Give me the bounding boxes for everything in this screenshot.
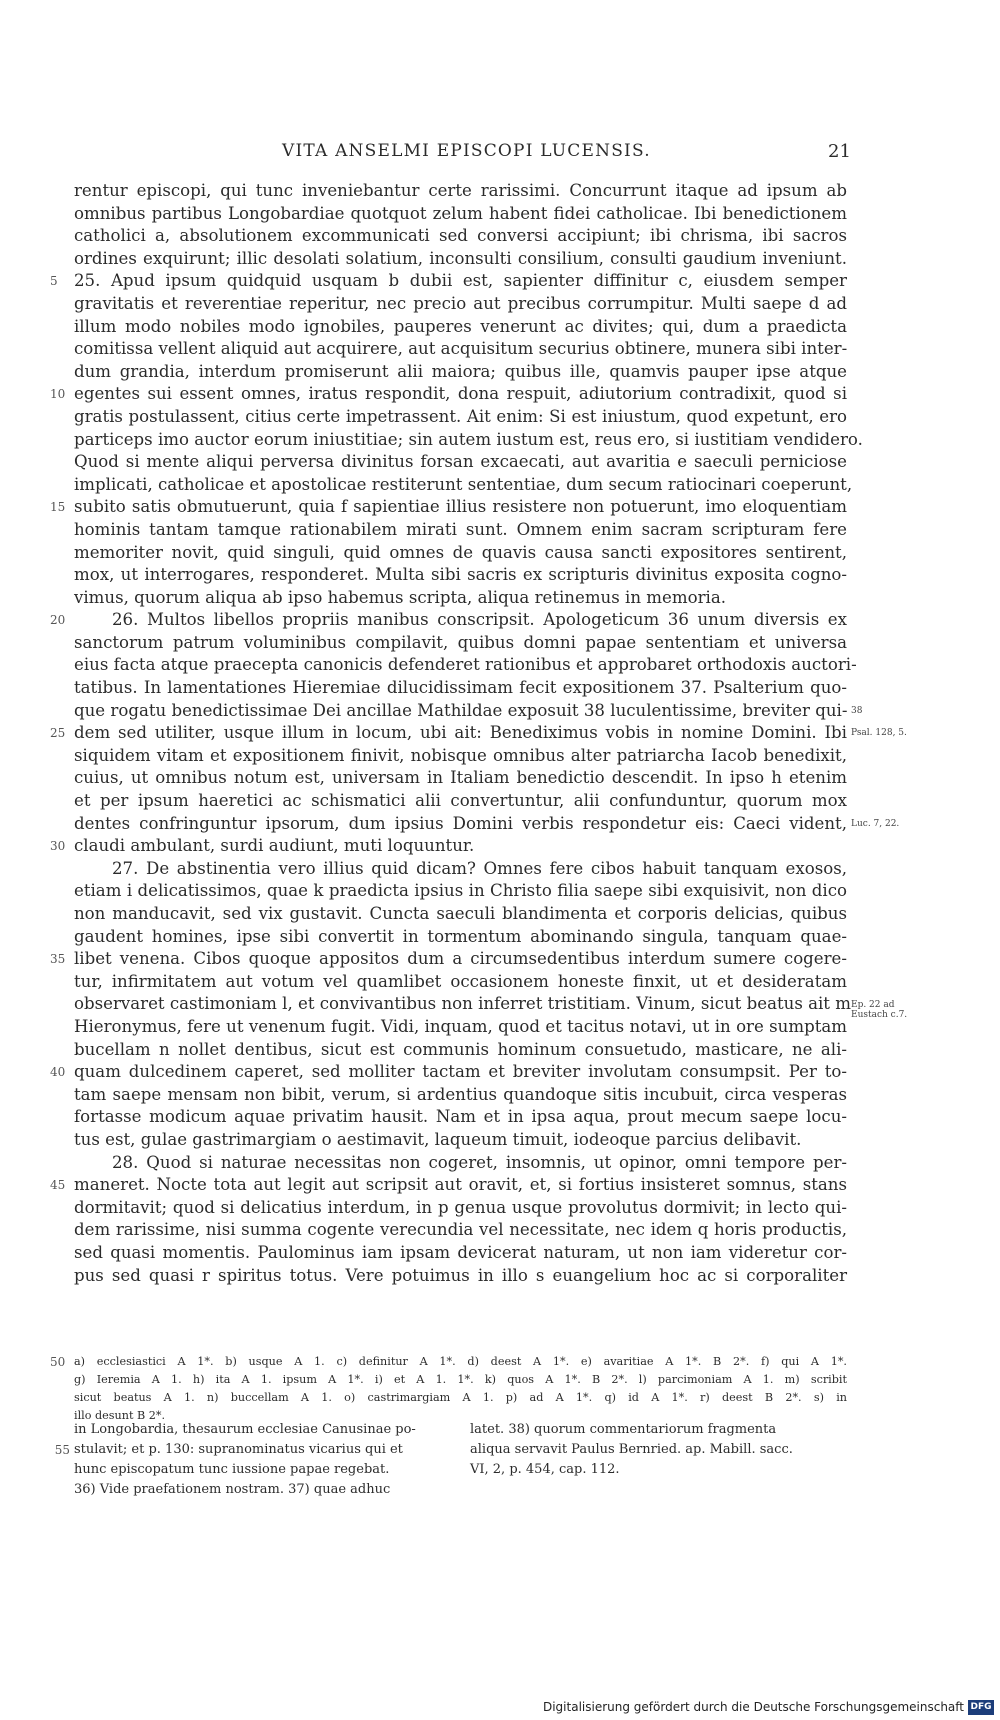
margin-reference: Luc. 7, 22. — [851, 818, 900, 829]
line-number: 50 — [50, 1355, 66, 1369]
line-text: libet venena. Cibos quoque appositos dum a circumsedentibus interdum sumere cogere- — [74, 949, 847, 969]
line-text: comitissa vellent aliquid aut acquirere, aut acquisitum securius obtinere, munera sibi inter- — [74, 339, 848, 359]
text-line — [74, 880, 847, 903]
header-title: VITA ANSELMI EPISCOPI LUCENSIS. — [282, 141, 651, 161]
text-line — [50, 948, 847, 971]
text-line — [74, 429, 863, 452]
text-line — [74, 293, 847, 316]
line-text: maneret. Nocte tota aut legit aut scripsit aut oravit, et, si fortius insisteret somnus, stans — [74, 1175, 847, 1195]
margin-reference: Eustach c.7. — [851, 1009, 908, 1020]
text-line — [74, 564, 847, 587]
critical-apparatus — [50, 1353, 847, 1425]
line-text: Hieronymus, fere ut venenum fugit. Vidi, inquam, quod et tacitus notavi, ut in ore sumptam — [74, 1016, 847, 1036]
editor-notes-right-column — [470, 1420, 847, 1480]
line-text: mox, ut interrogares, responderet. Multa sibi sacris ex scripturis divinitus exposita cogno- — [74, 565, 847, 585]
line-text: g) Ieremia A 1. h) ita A 1. ipsum A 1*. i) et A 1. 1*. k) quos A 1*. B 2*. l) parcimoniam A 1. m) scribit — [74, 1373, 847, 1386]
line-number: 40 — [50, 1065, 66, 1080]
dfg-logo: DFG — [968, 1700, 994, 1715]
text-line — [74, 813, 847, 836]
text-line — [74, 1219, 847, 1242]
line-text: dormitavit; quod si delicatius interdum, in p genua usque provolutus dormivit; in lecto qui- — [74, 1197, 847, 1217]
line-text: omnibus partibus Longobardiae quotquot zelum habent fidei catholicae. Ibi benedictionem — [74, 203, 847, 223]
text-line — [74, 1265, 847, 1288]
line-text: 27. De abstinentia vero illius quid dicam? Omnes fere cibos habuit tanquam exosos, — [112, 858, 847, 878]
editor-note-line: VI, 2, p. 454, cap. 112. — [470, 1462, 620, 1477]
line-text: quam dulcedinem caperet, sed molliter tactam et breviter involutam consumpsit. Per to- — [74, 1062, 847, 1082]
editor-notes-left-column — [54, 1420, 466, 1500]
line-number: 35 — [50, 952, 66, 967]
editor-note-text: hunc episcopatum tunc iussione papae regebat. — [74, 1462, 390, 1477]
line-text: particeps imo auctor eorum iniustitiae; sin autem iustum est, reus ero, si iustitiam vendidero. — [74, 429, 863, 449]
line-text: siquidem vitam et expositionem finivit, nobisque omnibus alter patriarcha Iacob benedixit, — [74, 745, 847, 765]
text-line — [74, 1242, 847, 1265]
text-line — [74, 180, 847, 203]
line-text: memoriter novit, quid singuli, quid omnes de quavis causa sancti expositores sentirent, — [74, 542, 847, 562]
text-line — [50, 1174, 847, 1197]
line-number: 5 — [50, 274, 58, 289]
line-text: 25. Apud ipsum quidquid usquam b dubii est, sapienter diffinitur c, eiusdem semper — [74, 271, 847, 291]
line-text: non manducavit, sed vix gustavit. Cuncta saeculi blandimenta et corporis delicias, quibus — [74, 904, 847, 923]
text-line — [74, 745, 847, 768]
line-text: illo desunt B 2*. — [74, 1409, 166, 1422]
line-text: gaudent homines, ipse sibi convertit in tormentum abominando singula, tanquam quae- — [74, 926, 847, 946]
line-text: bucellam n nollet dentibus, sicut est communis hominum consuetudo, masticare, ne ali- — [74, 1039, 847, 1059]
margin-reference: Psal. 128, 5. — [851, 728, 907, 739]
text-line — [74, 767, 847, 790]
text-line — [74, 903, 847, 926]
text-line — [74, 338, 847, 361]
line-text: tur, infirmitatem aut votum vel quamlibet occasionem honeste finxit, ut et desideratam — [74, 971, 847, 991]
text-line — [50, 1353, 847, 1371]
line-number: 10 — [50, 387, 66, 402]
text-line — [74, 1152, 847, 1175]
line-text: egentes sui essent omnes, iratus respondit, dona respuit, adiutorium contradixit, quod si — [74, 384, 847, 404]
text-line — [74, 1016, 847, 1039]
line-number: 20 — [50, 613, 66, 628]
line-text: catholici a, absolutionem excommunicati sed conversi accipiunt; ibi chrisma, ibi sacros — [74, 226, 847, 246]
text-line — [50, 609, 847, 632]
line-text: 28. Quod si naturae necessitas non cogeret, insomnis, ut opinor, omni tempore per- — [112, 1152, 847, 1172]
text-line — [74, 1084, 847, 1107]
text-line — [74, 542, 847, 565]
editor-note-text: 36) Vide praefationem nostram. 37) quae adhuc — [74, 1482, 391, 1497]
text-line — [74, 858, 847, 881]
line-text: dem sed utiliter, usque illum in locum, ubi ait: Benediximus vobis in nomine Domini. Ibi — [74, 723, 847, 743]
editor-note-line — [74, 1460, 466, 1480]
editor-note-text: stulavit; et p. 130: supranominatus vicarius qui et — [74, 1442, 403, 1457]
line-text: et per ipsum haeretici ac schismatici alii convertuntur, alii confunduntur, quorum mox — [74, 791, 847, 811]
editor-note-line — [74, 1480, 466, 1500]
line-text: illum modo nobiles modo ignobiles, pauperes venerunt ac divites; qui, dum a praedicta — [74, 316, 847, 336]
text-line — [74, 451, 847, 474]
margin-reference: 38 — [851, 705, 863, 716]
editor-note-line — [74, 1420, 466, 1440]
text-line — [74, 203, 847, 226]
text-line — [74, 654, 857, 677]
line-text: cuius, ut omnibus notum est, universam in Italiam benedictio descendit. In ipso h etenim — [74, 768, 847, 788]
line-text: fortasse modicum aquae privatim hausit. Nam et in ipsa aqua, prout mecum saepe locu- — [74, 1107, 847, 1127]
line-number: 25 — [50, 726, 66, 741]
line-text: que rogatu benedictissimae Dei ancillae Mathildae exposuit 38 luculentissime, breviter qui- — [74, 700, 848, 720]
text-line — [74, 1129, 847, 1152]
editor-note-line: latet. 38) quorum commentariorum fragmenta — [470, 1422, 777, 1437]
line-text: dem rarissime, nisi summa cogente verecundia vel necessitate, nec idem q horis productis, — [74, 1220, 847, 1240]
text-line — [74, 474, 853, 497]
text-line — [50, 496, 847, 519]
footer — [0, 1698, 1000, 1720]
text-line — [50, 722, 847, 745]
text-line — [74, 316, 847, 339]
text-line — [74, 926, 847, 949]
text-line — [74, 1197, 847, 1220]
text-line — [50, 383, 847, 406]
text-line — [74, 519, 847, 542]
line-number: 15 — [50, 500, 66, 515]
text-line — [74, 225, 847, 248]
editor-note-text: in Longobardia, thesaurum ecclesiae Canusinae po- — [74, 1422, 416, 1437]
text-line — [74, 677, 847, 700]
line-text: ordines exquirunt; illic desolati solatium, inconsulti consilium, consulti gaudium inveniunt. — [74, 248, 847, 268]
line-text: rentur episcopi, qui tunc inveniebantur certe rarissimi. Concurrunt itaque ad ipsum ab — [74, 181, 847, 200]
digitization-credit: Digitalisierung gefördert durch die Deutsche Forschungsgemeinschaft — [542, 1700, 964, 1714]
text-line — [74, 632, 847, 655]
text-line — [50, 835, 847, 858]
line-text: tatibus. In lamentationes Hieremiae dilucidissimam fecit expositionem 37. Psalterium quo- — [74, 678, 847, 698]
running-header — [0, 141, 1000, 167]
line-text: implicati, catholicae et apostolicae restiterunt sententiae, dum secum ratiocinari coeperunt, — [74, 474, 853, 494]
text-line — [74, 993, 851, 1016]
line-text: dum grandia, interdum promiserunt alii maiora; quibus ille, quamvis pauper ipse atque — [74, 361, 847, 381]
line-text: subito satis obmutuerunt, quia f sapientiae illius resistere non potuerunt, imo eloquentiam — [74, 497, 847, 517]
line-number: 30 — [50, 839, 66, 854]
line-text: claudi ambulant, surdi audiunt, muti loquuntur. — [74, 836, 475, 856]
line-text: 26. Multos libellos propriis manibus conscripsit. Apologeticum 36 unum diversis ex — [112, 610, 847, 630]
line-text: tus est, gulae gastrimargiam o aestimavit, laqueum timuit, iodeoque parcius delibavit. — [74, 1129, 802, 1149]
text-line — [74, 406, 847, 429]
text-line — [74, 790, 847, 813]
text-line — [50, 270, 847, 293]
editor-note-line: aliqua servavit Paulus Bernried. ap. Mabill. sacc. — [470, 1442, 793, 1457]
text-line — [74, 248, 847, 271]
page-number: 21 — [828, 141, 851, 162]
text-line — [74, 1039, 847, 1062]
line-number: 55 — [54, 1443, 70, 1457]
line-text: tam saepe mensam non bibit, verum, si ardentius quandoque sitis incubuit, circa vesperas — [74, 1084, 847, 1104]
line-text: vimus, quorum aliqua ab ipso habemus scripta, aliqua retinemus in memoria. — [74, 587, 726, 607]
text-line — [74, 1371, 847, 1389]
line-text: gravitatis et reverentiae reperitur, nec precio aut precibus corrumpitur. Multi saepe d ad — [74, 293, 847, 313]
line-text: pus sed quasi r spiritus totus. Vere potuimus in illo s euangelium hoc ac si corporaliter — [74, 1265, 847, 1285]
text-line — [74, 361, 847, 384]
line-text: a) ecclesiastici A 1*. b) usque A 1. c) definitur A 1*. d) deest A 1*. e) avaritiae A 1*. B 2*. f) qui A 1*. — [74, 1355, 847, 1368]
margin-reference: Ep. 22 ad — [851, 999, 895, 1010]
line-text: dentes confringuntur ipsorum, dum ipsius Domini verbis respondetur eis: Caeci vident, — [74, 813, 847, 833]
line-text: sanctorum patrum voluminibus compilavit, quibus domni papae sententiam et universa — [74, 632, 847, 652]
line-number: 45 — [50, 1178, 66, 1193]
main-text — [50, 180, 863, 1287]
editor-note-line — [54, 1440, 466, 1460]
text-line — [50, 1061, 847, 1084]
line-text: Quod si mente aliqui perversa divinitus forsan excaecati, aut avaritia e saeculi perniciose — [74, 452, 847, 472]
line-text: sicut beatus A 1. n) buccellam A 1. o) castrimargiam A 1. p) ad A 1*. q) id A 1*. r) deest B 2*. s) in — [74, 1391, 847, 1404]
text-line — [74, 700, 847, 723]
line-text: sed quasi momentis. Paulominus iam ipsam devicerat naturam, ut non iam videretur cor- — [74, 1242, 847, 1262]
line-text: eius facta atque praecepta canonicis defenderet rationibus et approbaret orthodoxis auctori- — [74, 655, 857, 675]
line-text: etiam i delicatissimos, quae k praedicta ipsius in Christo filia saepe sibi exquisivit, non dico — [74, 881, 847, 901]
line-text: observaret castimoniam l, et convivantibus non inferret tristitiam. Vinum, sicut beatus ait m — [74, 994, 851, 1014]
line-text: hominis tantam tamque rationabilem mirati sunt. Omnem enim sacram scripturam fere — [74, 519, 847, 539]
text-line — [74, 1389, 847, 1407]
line-text: gratis postulassent, citius certe impetrassent. Ait enim: Si est iniustum, quod expetunt, ero — [74, 406, 847, 426]
text-line — [74, 971, 847, 994]
text-line — [74, 1106, 847, 1129]
text-line — [74, 587, 847, 610]
